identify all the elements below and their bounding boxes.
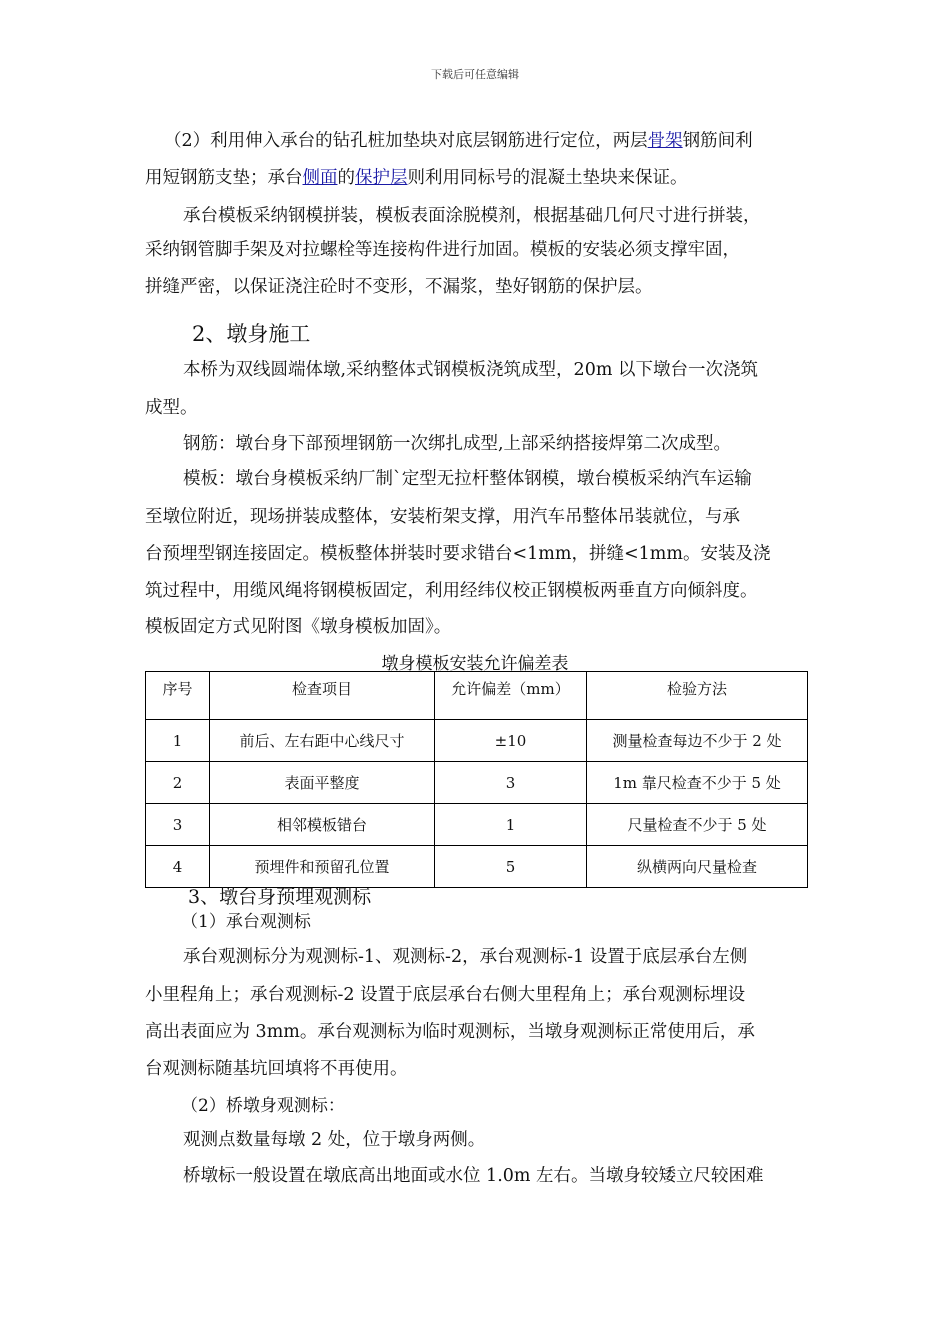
table-caption: 墩身模板安装允许偏差表: [381, 654, 569, 674]
paragraph-line: 模板固定方式见附图《墩身模板加固》。: [145, 617, 452, 637]
section-heading: 2、墩身施工: [192, 322, 311, 346]
subheading: （1）承台观测标: [181, 912, 311, 932]
table-row: [146, 804, 808, 846]
header-cell: 检查项目: [210, 672, 435, 720]
paragraph-line: 桥墩标一般设置在墩底高出地面或水位 1.0m 左右。当墩身较矮立尺较困难: [183, 1166, 764, 1186]
table-cell: 1: [146, 720, 210, 762]
page-header: 下载后可任意编辑: [431, 68, 519, 81]
table-cell: 尺量检查不少于 5 处: [587, 804, 808, 846]
table-cell: 相邻模板错台: [210, 804, 435, 846]
table-cell: 表面平整度: [210, 762, 435, 804]
paragraph-line: 高出表面应为 3mm。承台观测标为临时观测标，当墩身观测标正常使用后，承: [145, 1022, 755, 1042]
table-cell: 1m 靠尺检查不少于 5 处: [587, 762, 808, 804]
table-cell: 2: [146, 762, 210, 804]
paragraph-line: 承台模板采纳钢模拼装，模板表面涂脱模剂，根据基础几何尺寸进行拼装，: [183, 206, 761, 226]
link-cover[interactable]: 保护层: [355, 168, 408, 188]
table-cell: 测量检查每边不少于 2 处: [587, 720, 808, 762]
paragraph-line: 台观测标随基坑回填将不再使用。: [145, 1059, 408, 1079]
link-side[interactable]: 侧面: [302, 168, 338, 188]
paragraph-line: 观测点数量每墩 2 处，位于墩身两侧。: [183, 1130, 486, 1150]
paragraph-line: 筑过程中，用缆风绳将钢模板固定，利用经纬仪校正钢模板两垂直方向倾斜度。: [145, 581, 758, 601]
paragraph-line: 拼缝严密，以保证浇注砼时不变形，不漏浆，垫好钢筋的保护层。: [145, 277, 653, 297]
table-cell: 3: [146, 804, 210, 846]
header-cell: 检验方法: [587, 672, 808, 720]
paragraph-line: 小里程角上；承台观测标-2 设置于底层承台右侧大里程角上；承台观测标埋设: [145, 985, 746, 1005]
table-row: [146, 762, 808, 804]
table-cell: 1: [435, 804, 587, 846]
table-cell: 5: [435, 846, 587, 888]
paragraph-line: 采纳钢管脚手架及对拉螺栓等连接构件进行加固。模板的安装必须支撑牢固，: [145, 240, 740, 260]
paragraph-line: 承台观测标分为观测标-1、观测标-2，承台观测标-1 设置于底层承台左侧: [183, 947, 748, 967]
text-span: 则利用同标号的混凝土垫块来保证。: [407, 168, 688, 188]
table-header-row: [146, 672, 808, 720]
paragraph-line: [164, 127, 753, 152]
text-span: 用短钢筋支垫；承台: [145, 168, 303, 188]
paragraph-line: 本桥为双线圆端体墩,采纳整体式钢模板浇筑成型，20m 以下墩台一次浇筑: [183, 360, 758, 380]
deviation-table: [145, 671, 808, 888]
paragraph-line: 台预埋型钢连接固定。模板整体拼装时要求错台<1mm，拼缝<1mm。安装及浇: [145, 544, 771, 564]
paragraph-line: [145, 164, 688, 189]
text-span: （2）利用伸入承台的钻孔桩加垫块对底层钢筋进行定位，两层: [164, 131, 648, 151]
link-skeleton[interactable]: 骨架: [647, 131, 683, 151]
table-cell: ±10: [435, 720, 587, 762]
table-cell: 4: [146, 846, 210, 888]
paragraph-line: 钢筋：墩台身下部预埋钢筋一次绑扎成型,上部采纳搭接焊第二次成型。: [183, 434, 732, 454]
table-cell: 预埋件和预留孔位置: [210, 846, 435, 888]
text-span: 的: [337, 168, 355, 188]
header-cell: 允许偏差（mm）: [435, 672, 587, 720]
subheading: （2）桥墩身观测标：: [181, 1096, 345, 1116]
header-cell: 序号: [146, 672, 210, 720]
section-heading: 3、墩台身预埋观测标: [188, 886, 372, 908]
table-cell: 纵横两向尺量检查: [587, 846, 808, 888]
paragraph-line: 成型。: [145, 398, 198, 418]
paragraph-line: 至墩位附近，现场拼装成整体，安装桁架支撑，用汽车吊整体吊装就位，与承: [145, 507, 740, 527]
paragraph-line: 模板：墩台身模板采纳厂制`定型无拉杆整体钢模，墩台模板采纳汽车运输: [183, 469, 752, 489]
table-cell: 3: [435, 762, 587, 804]
table-row: [146, 720, 808, 762]
table-cell: 前后、左右距中心线尺寸: [210, 720, 435, 762]
text-span: 钢筋间利: [682, 131, 753, 151]
